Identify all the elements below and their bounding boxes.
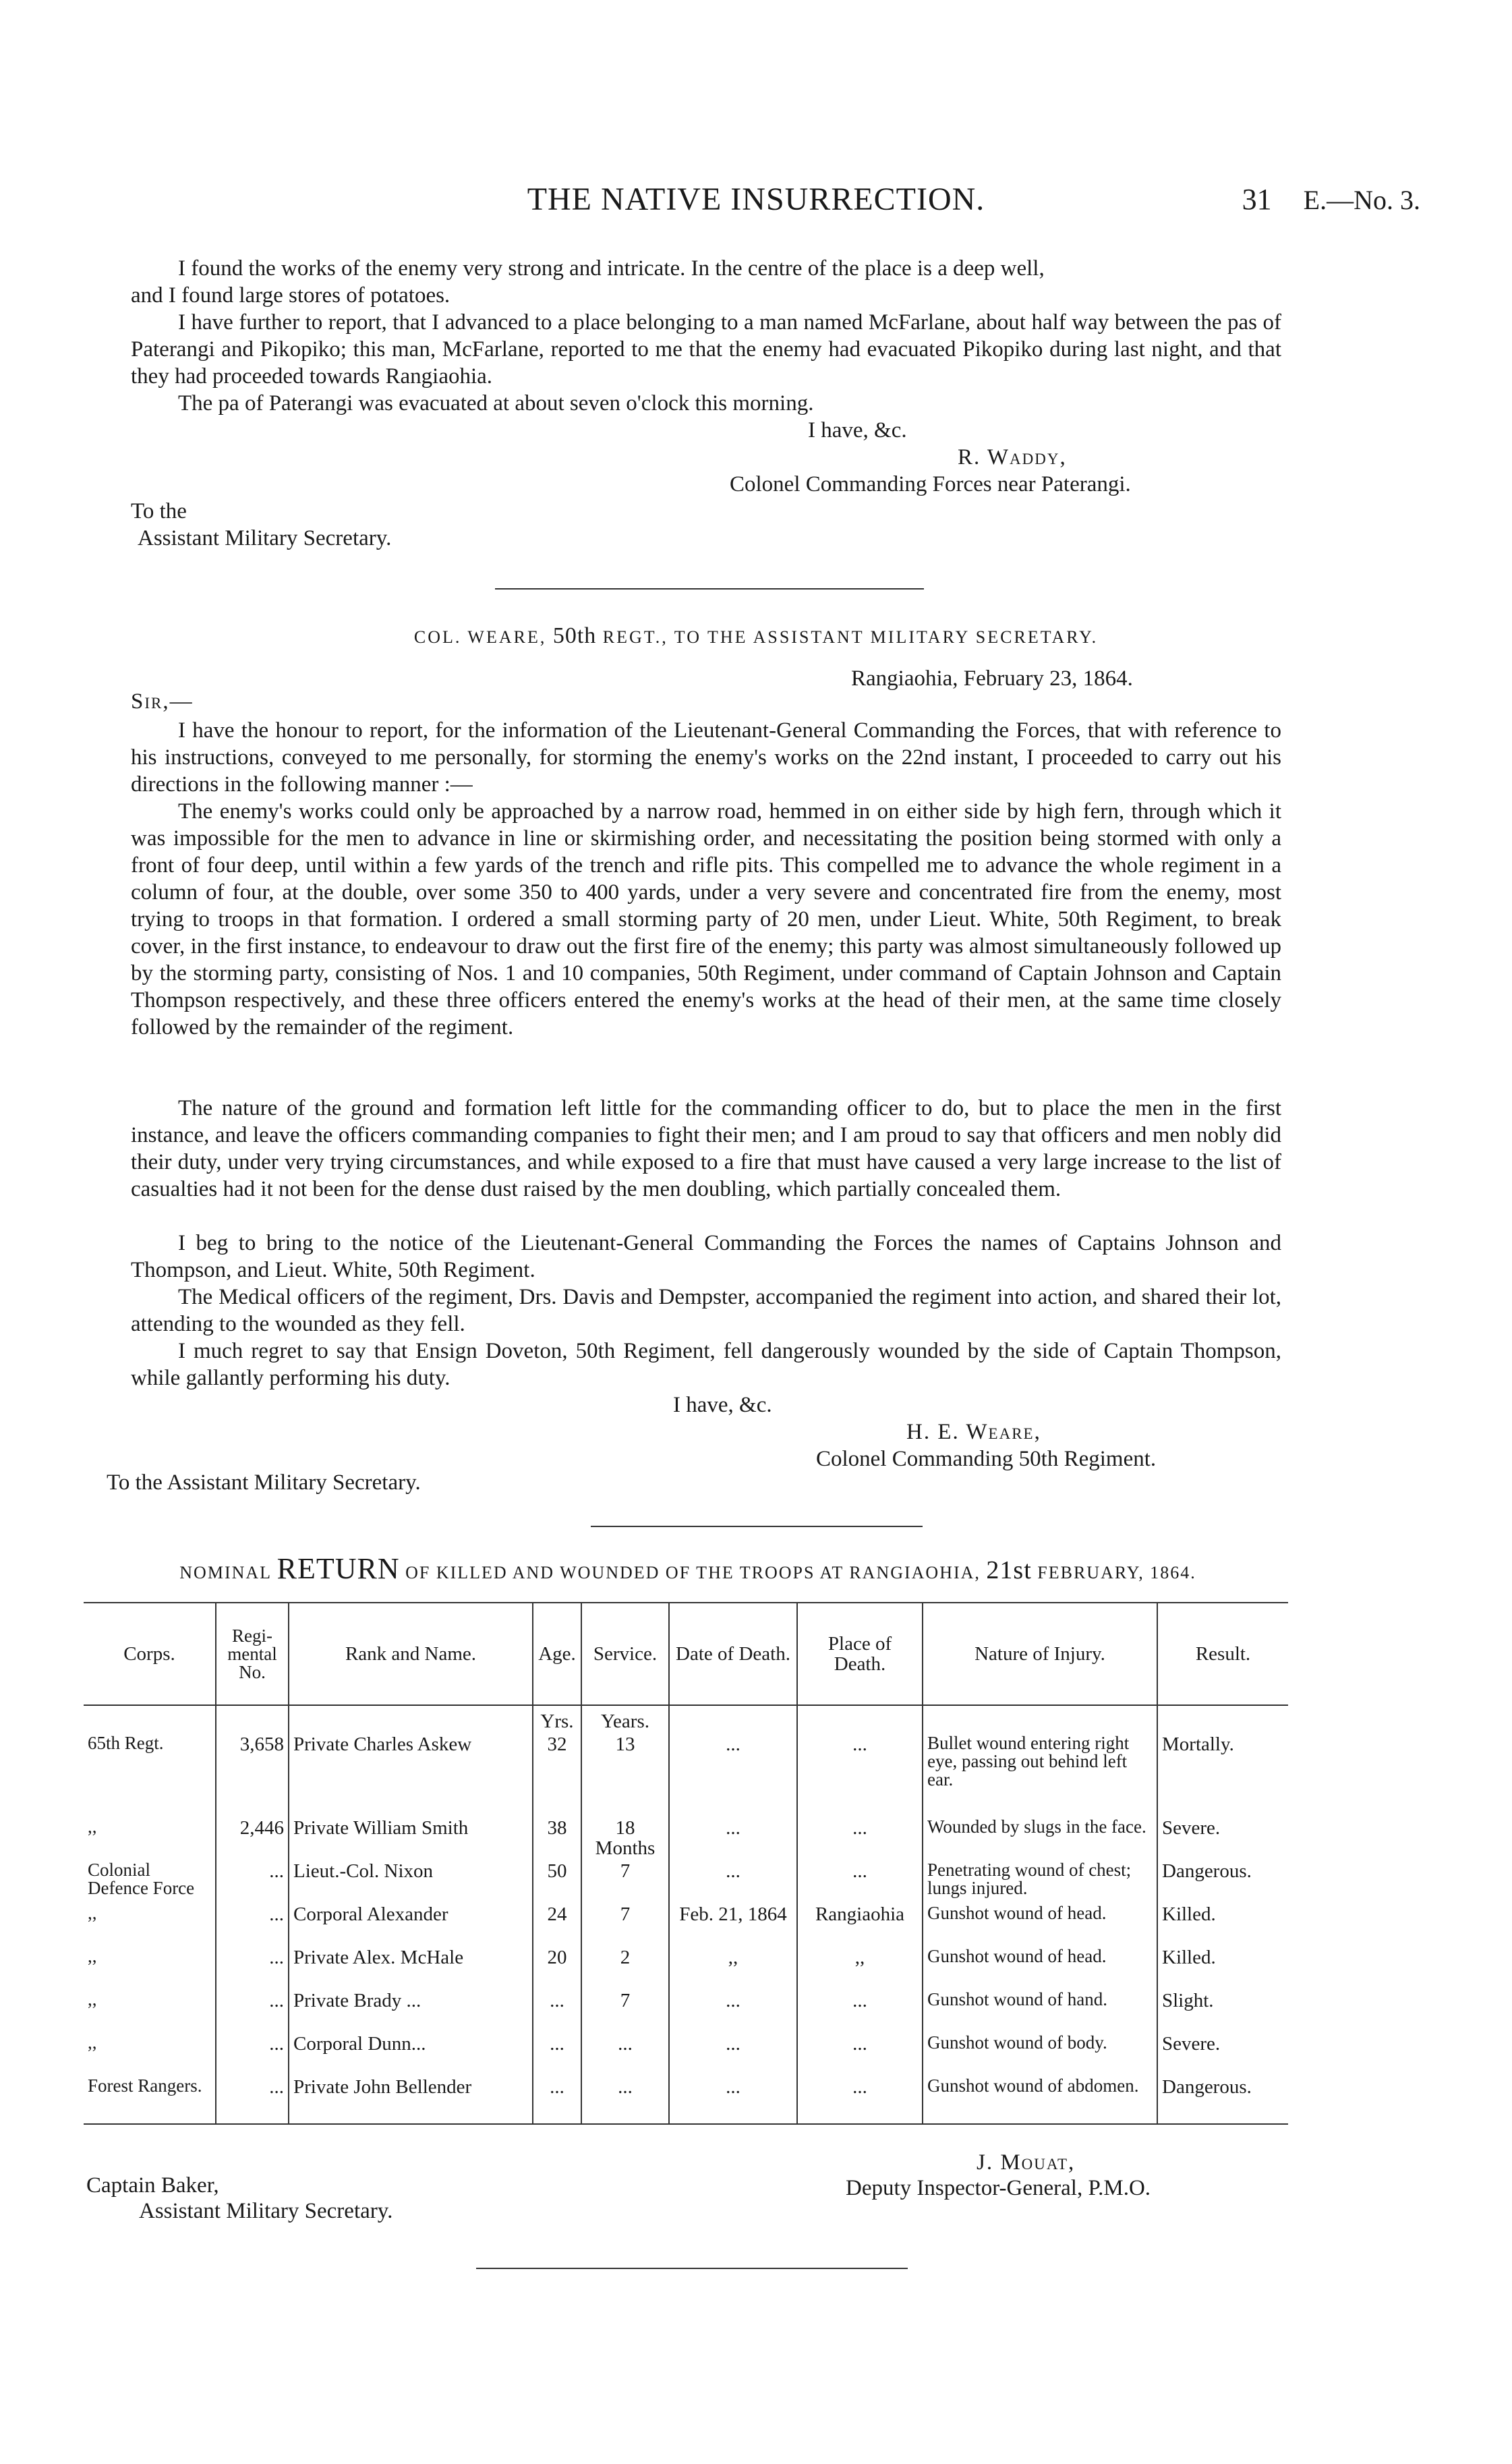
letter2-heading-pre: COL. WEARE, xyxy=(413,627,547,647)
return-title xyxy=(84,1551,1292,1586)
running-title: THE NATIVE INSURRECTION. xyxy=(527,181,985,217)
closing-addressee-title: Assistant Military Secretary. xyxy=(139,2199,393,2223)
cell-place-of-death: Rangiaohia xyxy=(797,1903,923,1946)
cell-place-of-death: ... xyxy=(797,1816,923,1860)
cell-place-of-death: ... xyxy=(797,1860,923,1903)
table-row xyxy=(84,1816,1288,1860)
letter1-closing: I have, &c. xyxy=(808,418,907,442)
letter2-signature-title: Colonel Commanding 50th Regiment. xyxy=(816,1447,1157,1471)
return-title-mid: OF KILLED AND WOUNDED OF THE TROOPS AT RANGIAOHIA, xyxy=(405,1563,981,1582)
table-row xyxy=(84,1989,1288,2032)
unit-age: Yrs. xyxy=(533,1705,581,1733)
table-row xyxy=(84,2075,1288,2124)
cell-rank-name: Private Brady ... xyxy=(289,1989,533,2032)
page-number-block xyxy=(1242,182,1420,217)
cell-age: ... xyxy=(533,2075,581,2124)
cell-age: ... xyxy=(533,1989,581,2032)
letter2-addressee: To the Assistant Military Secretary. xyxy=(107,1470,421,1495)
header-nature-of-injury: Nature of Injury. xyxy=(923,1603,1157,1705)
return-title-post: FEBRUARY, 1864. xyxy=(1037,1563,1196,1582)
cell-service: 18 Months xyxy=(581,1816,669,1860)
cell-corps: ,, xyxy=(88,1989,97,2009)
cell-rank-name: Private William Smith xyxy=(289,1816,533,1860)
letter1-signature-title: Colonel Commanding Forces near Paterangi. xyxy=(730,472,1131,496)
cell-result: Slight. xyxy=(1157,1989,1288,2032)
cell-rank-name: Corporal Dunn... xyxy=(289,2032,533,2075)
letter2-paragraph-2: The enemy's works could only be approached by a narrow road, hemmed in on either side by high fern, through which it was impossible for the men to advance in line or skirmishing order, and necessitating the position being stormed with only a front of four deep, until within a few yards of the trench and rifle pits. This compelled me to advance the whole regiment in a column of four, at the double, over some 350 to 400 yards, under a very severe and concentrated fire from the enemy, most trying to troops in that formation. I ordered a small storming party of 20 men, under Lieut. White, 50th Regiment, to break cover, in the first instance, to endeavour to draw out the first fire of the enemy; this party was almost simultaneously followed up by the storming party, consisting of Nos. 1 and 10 companies, 50th Regiment, under command of Captain Johnson and Captain Thompson respectively, and these three officers entered the enemy's works at the head of their men, at the same time closely followed by the remainder of the regiment. xyxy=(131,799,1281,1039)
cell-nature-of-injury: Wounded by slugs in the face. xyxy=(923,1816,1157,1860)
cell-regimental-no: 2,446 xyxy=(216,1816,289,1860)
cell-corps: 65th Regt. xyxy=(88,1733,164,1753)
letter2-paragraph-4: I beg to bring to the notice of the Lieutenant-General Commanding the Forces the names of Captains Johnson and Thompson, and Lieut. White, 50th Regiment. xyxy=(131,1231,1281,1282)
cell-corps: ,, xyxy=(88,1946,97,1966)
cell-nature-of-injury: Gunshot wound of abdomen. xyxy=(923,2075,1157,2124)
cell-age: 32 xyxy=(533,1733,581,1816)
cell-rank-name: Lieut.-Col. Nixon xyxy=(289,1860,533,1903)
divider-2 xyxy=(591,1526,923,1527)
cell-age: 24 xyxy=(533,1903,581,1946)
cell-age: 20 xyxy=(533,1946,581,1989)
cell-result: Dangerous. xyxy=(1157,2075,1288,2124)
cell-rank-name: Private John Bellender xyxy=(289,2075,533,2124)
header-date-of-death: Date of Death. xyxy=(669,1603,797,1705)
cell-corps: Forest Rangers. xyxy=(84,2075,216,2124)
letter2-salutation: Sir,— xyxy=(131,689,194,714)
cell-date-of-death: ... xyxy=(669,2075,797,2124)
table-row xyxy=(84,1860,1288,1903)
cell-nature-of-injury: Gunshot wound of body. xyxy=(923,2032,1157,2075)
cell-place-of-death: ... xyxy=(797,2032,923,2075)
header-place-of-death: Place of Death. xyxy=(797,1603,923,1705)
closing-addressee: Captain Baker, xyxy=(86,2173,219,2198)
letter1-to: To the xyxy=(131,499,187,523)
cell-rank-name: Private Alex. McHale xyxy=(289,1946,533,1989)
header-service: Service. xyxy=(581,1603,669,1705)
cell-date-of-death: ... xyxy=(669,1989,797,2032)
letter2-paragraph-1: I have the honour to report, for the information of the Lieutenant-General Commanding the Forces, that with reference to his instructions, conveyed to me personally, for storming the enemy's works on the 22nd instant, I proceeded to carry out his directions in the following manner :— xyxy=(131,718,1281,797)
table-row xyxy=(84,1733,1288,1816)
cell-nature-of-injury: Penetrating wound of chest; lungs injured. xyxy=(923,1860,1157,1903)
table-header-row xyxy=(84,1603,1288,1705)
cell-place-of-death: ,, xyxy=(797,1946,923,1989)
cell-corps: ,, xyxy=(88,2032,97,2053)
return-table-body xyxy=(84,1733,1288,2124)
letter2-paragraph-6: I much regret to say that Ensign Doveton, 50th Regiment, fell dangerously wounded by the side of Captain Thompson, while gallantly performing his duty. xyxy=(131,1339,1281,1390)
table-row xyxy=(84,2032,1288,2075)
cell-nature-of-injury: Gunshot wound of head. xyxy=(923,1946,1157,1989)
cell-corps: ,, xyxy=(88,1816,97,1837)
cell-date-of-death: ... xyxy=(669,1733,797,1816)
cell-result: Severe. xyxy=(1157,1816,1288,1860)
cell-rank-name: Corporal Alexander xyxy=(289,1903,533,1946)
cell-result: Mortally. xyxy=(1157,1733,1288,1816)
letter1-addressee: Assistant Military Secretary. xyxy=(138,526,392,550)
cell-service: 7 xyxy=(581,1903,669,1946)
page-number: 31 xyxy=(1242,183,1272,216)
table-row xyxy=(84,1946,1288,1989)
return-title-pre: NOMINAL xyxy=(179,1563,272,1582)
cell-regimental-no: ... xyxy=(216,1989,289,2032)
cell-age: ... xyxy=(533,2032,581,2075)
return-title-word: RETURN xyxy=(277,1552,400,1585)
cell-service: 7 xyxy=(581,1860,669,1903)
return-title-date: 21st xyxy=(986,1556,1032,1584)
closing-signature: J. Mouat, xyxy=(977,2150,1076,2175)
letter2-place-date: Rangiaohia, February 23, 1864. xyxy=(851,666,1133,691)
units-row xyxy=(84,1705,1288,1733)
cell-service: ... xyxy=(581,2032,669,2075)
header-result: Result. xyxy=(1157,1603,1288,1705)
cell-service: ... xyxy=(581,2075,669,2124)
section-code: E.—No. 3. xyxy=(1303,185,1420,215)
return-table xyxy=(84,1602,1288,2125)
closing-signature-title: Deputy Inspector-General, P.M.O. xyxy=(846,2176,1151,2200)
cell-service: 13 xyxy=(581,1733,669,1816)
header-rank-name: Rank and Name. xyxy=(289,1603,533,1705)
cell-date-of-death: ,, xyxy=(669,1946,797,1989)
cell-regimental-no: ... xyxy=(216,1860,289,1903)
letter2-closing: I have, &c. xyxy=(673,1393,772,1417)
letter2-paragraph-5: The Medical officers of the regiment, Drs. Davis and Dempster, accompanied the regiment into action, and shared their lot, attending to the wounded as they fell. xyxy=(131,1285,1281,1336)
cell-date-of-death: ... xyxy=(669,2032,797,2075)
letter2-heading-post: REGT., TO THE ASSISTANT MILITARY SECRETARY. xyxy=(602,627,1099,647)
cell-corps: Colonial Defence Force xyxy=(88,1860,195,1898)
cell-place-of-death: ... xyxy=(797,1989,923,2032)
cell-result: Killed. xyxy=(1157,1946,1288,1989)
cell-date-of-death: Feb. 21, 1864 xyxy=(669,1903,797,1946)
letter2-heading xyxy=(0,623,1512,649)
cell-regimental-no: ... xyxy=(216,1946,289,1989)
letter2-paragraph-3: The nature of the ground and formation left little for the commanding officer to do, but to place the men in the first instance, and leave the officers commanding companies to fight their men; and I am proud to say that officers and men nobly did their duty, under very trying circumstances, and while exposed to a fire that must have caused a very large increase to the list of casualties had it not been for the dense dust raised by the men doubling, which partially concealed them. xyxy=(131,1096,1281,1201)
header-regimental-no: Regi-mental No. xyxy=(216,1603,289,1705)
cell-place-of-death: ... xyxy=(797,1733,923,1816)
cell-result: Dangerous. xyxy=(1157,1860,1288,1903)
cell-place-of-death: ... xyxy=(797,2075,923,2124)
cell-result: Severe. xyxy=(1157,2032,1288,2075)
letter1-paragraph-1a: I found the works of the enemy very strong and intricate. In the centre of the place is a deep well, xyxy=(178,256,1045,281)
cell-date-of-death: ... xyxy=(669,1816,797,1860)
cell-rank-name: Private Charles Askew xyxy=(289,1733,533,1816)
letter2-signature: H. E. Weare, xyxy=(906,1420,1041,1444)
unit-service: Years. xyxy=(581,1705,669,1733)
header-corps: Corps. xyxy=(84,1603,216,1705)
cell-result: Killed. xyxy=(1157,1903,1288,1946)
cell-regimental-no: 3,658 xyxy=(216,1733,289,1816)
cell-date-of-death: ... xyxy=(669,1860,797,1903)
letter1-paragraph-3: The pa of Paterangi was evacuated at about seven o'clock this morning. xyxy=(178,391,814,416)
header-age: Age. xyxy=(533,1603,581,1705)
cell-service: 2 xyxy=(581,1946,669,1989)
cell-nature-of-injury: Bullet wound entering right eye, passing out behind left ear. xyxy=(923,1733,1157,1816)
cell-regimental-no: ... xyxy=(216,2075,289,2124)
cell-age: 38 xyxy=(533,1816,581,1860)
cell-age: 50 xyxy=(533,1860,581,1903)
letter1-signature: R. Waddy, xyxy=(958,445,1067,469)
divider-1 xyxy=(495,588,924,590)
divider-3 xyxy=(476,2268,908,2269)
cell-service: 7 xyxy=(581,1989,669,2032)
cell-corps: ,, xyxy=(88,1903,97,1923)
cell-nature-of-injury: Gunshot wound of head. xyxy=(923,1903,1157,1946)
cell-regimental-no: ... xyxy=(216,1903,289,1946)
table-row xyxy=(84,1903,1288,1946)
letter2-heading-regt: 50th xyxy=(552,623,597,648)
letter1-paragraph-2: I have further to report, that I advanced to a place belonging to a man named McFarlane, about half way between the pas of Paterangi and Pikopiko; this man, McFarlane, reported to me that the enemy had evacuated Pikopiko during last night, and that they had proceeded towards Rangiaohia. xyxy=(131,310,1281,389)
letter1-paragraph-1b: and I found large stores of potatoes. xyxy=(131,283,450,308)
cell-nature-of-injury: Gunshot wound of hand. xyxy=(923,1989,1157,2032)
cell-regimental-no: ... xyxy=(216,2032,289,2075)
